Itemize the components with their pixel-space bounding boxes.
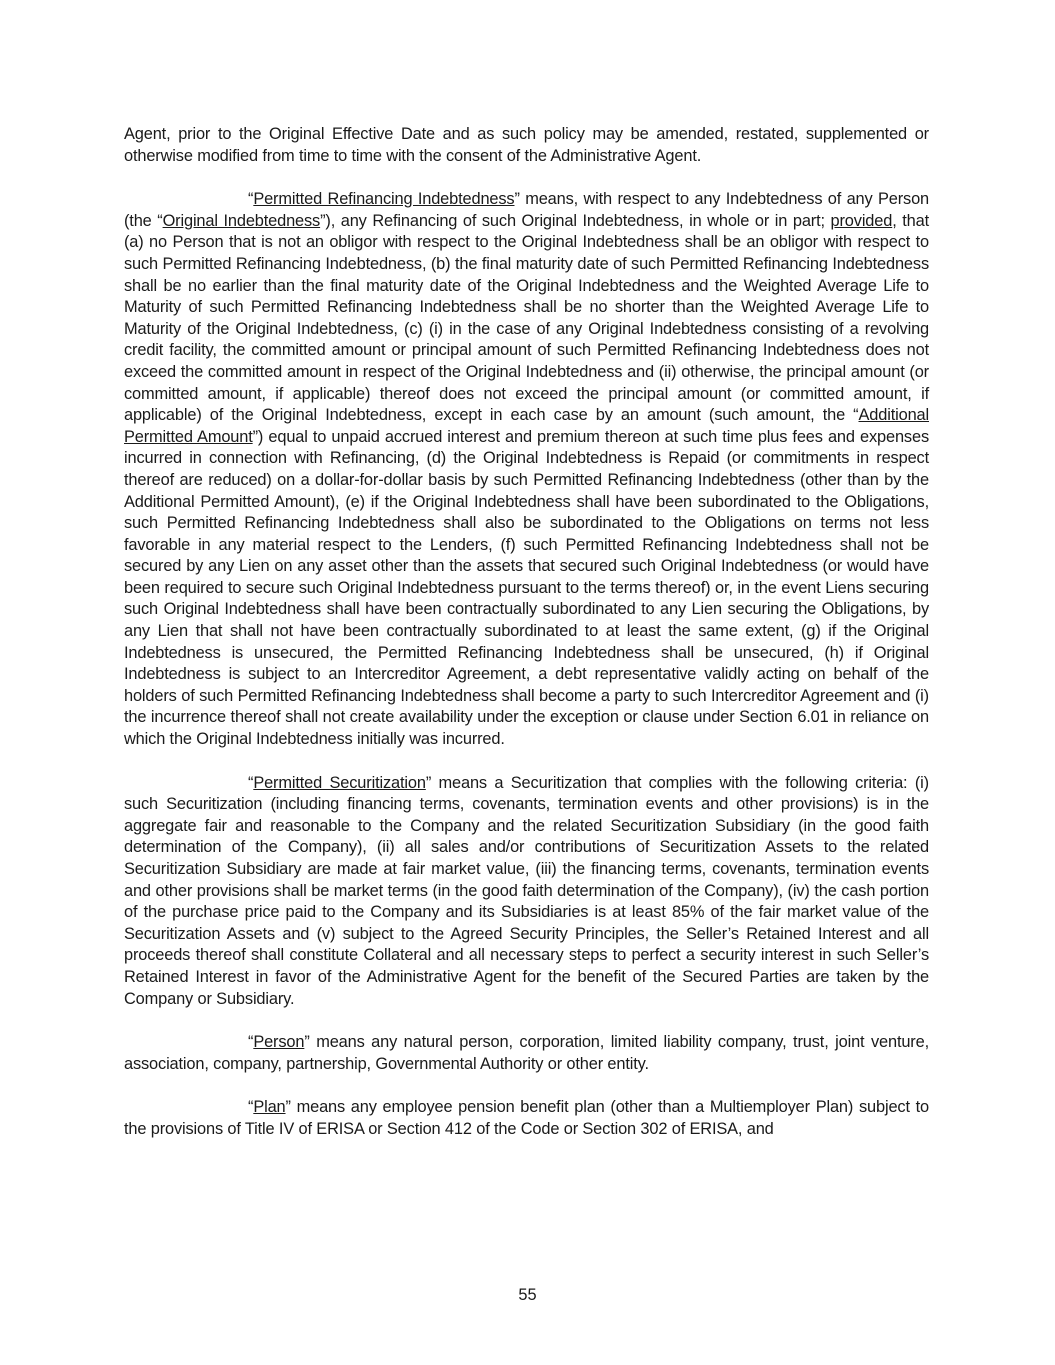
definition-permitted-refinancing-indebtedness	[124, 189, 929, 750]
defined-term-additional-permitted-amount: Additional Permitted Amount	[124, 406, 929, 446]
definition-text: ”) equal to unpaid accrued interest and premium thereon at such time plus fees and expenses incurred in connection with Refinancing, (d) the Original Indebtedness is Repaid (or commitments in respect thereof are reduced) on a dollar-for-dollar basis by such Permitted Refinancing Indebtedness (other than by the Additional Permitted Amount), (e) if the Original Indebtedness shall have been subordinated to the Obligations, such Permitted Refinancing Indebtedness shall also be subordinated to the Obligations on terms not less favorable in any material respect to the Lenders, (f) such Permitted Refinancing Indebtedness shall not be secured by any Lien on any asset other than the assets that secured such Original Indebtedness (or would have been required to secure such Original Indebtedness pursuant to the terms thereof) or, in the event Liens securing such Original Indebtedness shall have been contractually subordinated to any Lien securing the Obligations, by any Lien that shall not have been contractually subordinated to at least the same extent, (g) if the Original Indebtedness is unsecured, the Permitted Refinancing Indebtedness shall be unsecured, (h) if Original Indebtedness is subject to an Intercreditor Agreement, a debt representative validly acting on behalf of the holders of such Permitted Refinancing Indebtedness shall become a party to such Intercreditor Agreement and (i) the incurrence thereof shall not create availability under the exception or clause under Section 6.01 in reliance on which the Original Indebtedness initially was incurred.	[124, 427, 929, 749]
continuation-paragraph: Agent, prior to the Original Effective Date and as such policy may be amended, restated, supplemented or otherwise modified from time to time with the consent of the Administrative Agent.	[124, 125, 929, 165]
definition-text: , that (a) no Person that is not an obligor with respect to the Original Indebtedness shall be an obligor with respect to such Permitted Refinancing Indebtedness, (b) the final maturity date of such Permitted Refinancing Indebtedness shall be no earlier than the final maturity date of the Original Indebtedness and the Weighted Average Life to Maturity of such Permitted Refinancing Indebtedness shall be no shorter than the Weighted Average Life to Maturity of the Original Indebtedness, (c) (i) in the case of any Original Indebtedness consisting of a revolving credit facility, the committed amount or principal amount of such Permitted Refinancing Indebtedness does not exceed the committed amount in respect of the Original Indebtedness and (ii) otherwise, the principal amount (or committed amount, if applicable) thereof does not exceed the principal amount (or committed amount, if applicable) of the Original Indebtedness, except in each case by an amount (such amount, the “	[124, 211, 929, 425]
defined-term-permitted-securitization: Permitted Securitization	[253, 773, 426, 792]
definition-permitted-securitization	[124, 773, 929, 1011]
open-quote: “	[248, 1098, 254, 1117]
open-quote: “	[248, 773, 254, 792]
open-quote: “	[248, 1033, 254, 1052]
definition-person	[124, 1032, 929, 1075]
defined-term-provided: provided	[830, 211, 893, 230]
open-quote: “	[248, 190, 254, 209]
definition-plan	[124, 1097, 929, 1140]
definition-text: ” means any employee pension benefit plan (other than a Multiemployer Plan) subject to the provisions of Title IV of ERISA or Section 412 of the Code or Section 302 of ERISA, and	[124, 1098, 929, 1138]
definition-text: ” means a Securitization that complies with the following criteria: (i) such Securitization (including financing terms, covenants, termination events and other provisions) is in the aggregate fair and reasonable to the Company and the related Securitization Subsidiary (in the good faith determination of the Company), (ii) all sales and/or contributions of Securitization Assets to the related Securitization Subsidiary are made at fair market value, (iii) the financing terms, covenants, termination events and other provisions shall be market terms (in the good faith determination of the Company), (iv) the cash portion of the purchase price paid to the Company and its Subsidiaries is at least 85% of the fair market value of the Securitization Assets and (v) subject to the Agreed Security Principles, the Seller’s Retained Interest and all proceeds thereof shall constitute Collateral and all necessary steps to perfect a security interest in such Seller’s Retained Interest in favor of the Administrative Agent for the benefit of the Secured Parties are taken by the Company or Subsidiary.	[124, 773, 929, 1008]
defined-term-person: Person	[253, 1033, 305, 1052]
defined-term-plan: Plan	[253, 1098, 286, 1117]
definition-text: ” means, with respect to any Indebtedness of any Person (the “	[124, 190, 930, 230]
definition-text: ” means any natural person, corporation, limited liability company, trust, joint venture, association, company, partnership, Governmental Authority or other entity.	[124, 1033, 929, 1073]
defined-term-original-indebtedness: Original Indebtedness	[162, 211, 321, 230]
document-body	[124, 124, 929, 1163]
page-number: 55	[518, 1286, 537, 1304]
defined-term-permitted-refinancing-indebtedness: Permitted Refinancing Indebtedness	[253, 190, 515, 209]
definition-text: ”), any Refinancing of such Original Indebtedness, in whole or in part;	[320, 211, 831, 230]
